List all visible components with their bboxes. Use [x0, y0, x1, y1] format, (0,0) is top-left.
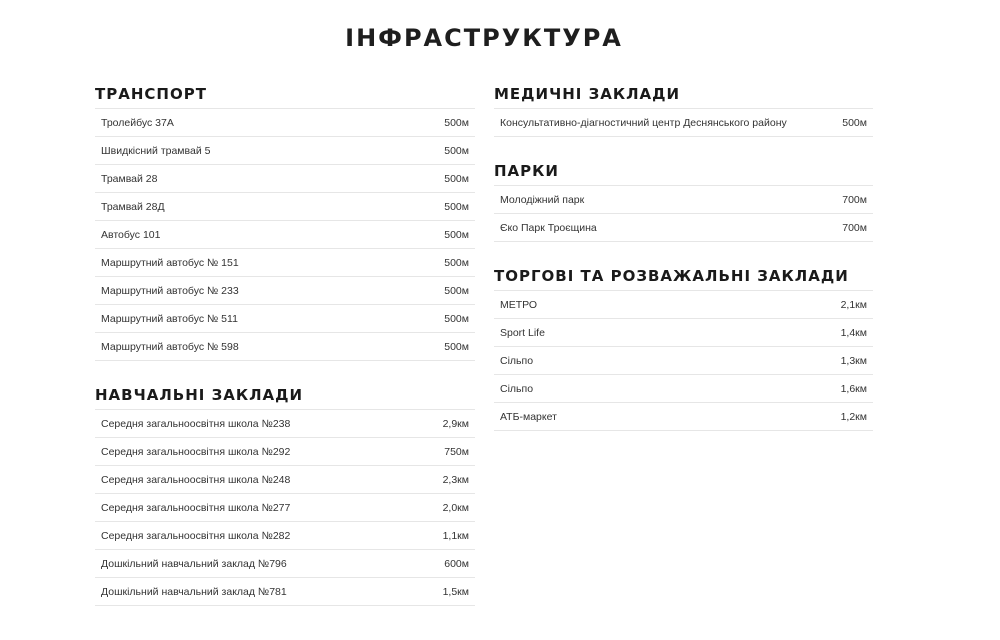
- section-parks: [494, 157, 873, 242]
- section-title-parks: ПАРКИ: [494, 162, 559, 180]
- parks-list: [494, 185, 873, 242]
- item-label: Середня загальноосвітня школа №238: [101, 417, 291, 430]
- shopping-list: [494, 290, 873, 431]
- item-distance: 500м: [444, 312, 469, 325]
- item-distance: 500м: [444, 116, 469, 129]
- item-distance: 500м: [444, 144, 469, 157]
- list-item: [95, 193, 475, 221]
- section-shopping: [494, 262, 873, 431]
- list-item: [95, 550, 475, 578]
- education-list: [95, 409, 475, 606]
- list-item: [95, 137, 475, 165]
- item-label: Середня загальноосвітня школа №282: [101, 529, 291, 542]
- item-distance: 500м: [444, 256, 469, 269]
- item-distance: 1,5км: [442, 585, 469, 598]
- item-distance: 700м: [842, 193, 867, 206]
- item-label: Тролейбус 37А: [101, 116, 174, 129]
- item-distance: 1,6км: [840, 382, 867, 395]
- section-title-medical: МЕДИЧНІ ЗАКЛАДИ: [494, 85, 681, 103]
- item-label: Консультативно-діагностичний центр Деснянського району: [500, 116, 787, 129]
- list-item: [95, 109, 475, 137]
- item-label: Сільпо: [500, 354, 534, 367]
- list-item: [95, 578, 475, 606]
- section-transport: [95, 80, 475, 361]
- item-distance: 500м: [444, 228, 469, 241]
- section-title-education: НАВЧАЛЬНІ ЗАКЛАДИ: [95, 386, 304, 404]
- section-education: [95, 381, 475, 606]
- list-item: [494, 214, 873, 242]
- item-distance: 500м: [444, 284, 469, 297]
- item-label: Трамвай 28Д: [101, 200, 165, 213]
- list-item: [494, 319, 873, 347]
- item-distance: 2,9км: [442, 417, 469, 430]
- item-distance: 750м: [444, 445, 469, 458]
- list-item: [95, 333, 475, 361]
- item-label: Єко Парк Троєщина: [500, 221, 597, 234]
- transport-list: [95, 108, 475, 361]
- list-item: [494, 186, 873, 214]
- item-label: Швидкісний трамвай 5: [101, 144, 211, 157]
- list-item: [494, 291, 873, 319]
- item-label: Середня загальноосвітня школа №277: [101, 501, 291, 514]
- item-label: Сільпо: [500, 382, 534, 395]
- item-distance: 2,0км: [442, 501, 469, 514]
- list-item: [95, 466, 475, 494]
- list-item: [95, 277, 475, 305]
- list-item: [95, 438, 475, 466]
- item-distance: 700м: [842, 221, 867, 234]
- item-distance: 500м: [444, 200, 469, 213]
- right-column: [494, 80, 873, 431]
- list-item: [95, 305, 475, 333]
- item-label: Маршрутний автобус № 233: [101, 284, 239, 297]
- list-item: [95, 522, 475, 550]
- item-label: АТБ-маркет: [500, 410, 557, 423]
- item-distance: 2,3км: [442, 473, 469, 486]
- item-distance: 500м: [444, 340, 469, 353]
- item-label: Sport Life: [500, 326, 545, 339]
- item-label: Маршрутний автобус № 511: [101, 312, 238, 325]
- list-item: [95, 165, 475, 193]
- section-medical: [494, 80, 873, 137]
- item-label: Молодіжний парк: [500, 193, 585, 206]
- section-title-transport: ТРАНСПОРТ: [95, 85, 207, 103]
- item-distance: 1,1км: [442, 529, 469, 542]
- item-label: Дошкільний навчальний заклад №781: [101, 585, 287, 598]
- item-distance: 600м: [444, 557, 469, 570]
- item-label: Трамвай 28: [101, 172, 158, 185]
- list-item: [494, 375, 873, 403]
- page-title: ІНФРАСТРУКТУРА: [345, 24, 623, 53]
- list-item: [95, 249, 475, 277]
- item-distance: 500м: [842, 116, 867, 129]
- list-item: [494, 109, 873, 137]
- item-label: МЕТРО: [500, 298, 538, 311]
- item-label: Маршрутний автобус № 598: [101, 340, 239, 353]
- list-item: [494, 347, 873, 375]
- list-item: [95, 410, 475, 438]
- list-item: [95, 221, 475, 249]
- item-distance: 500м: [444, 172, 469, 185]
- medical-list: [494, 108, 873, 137]
- section-title-shopping: ТОРГОВІ ТА РОЗВАЖАЛЬНІ ЗАКЛАДИ: [494, 267, 849, 285]
- list-item: [95, 494, 475, 522]
- item-label: Автобус 101: [101, 228, 161, 241]
- list-item: [494, 403, 873, 431]
- item-distance: 2,1км: [840, 298, 867, 311]
- item-label: Маршрутний автобус № 151: [101, 256, 239, 269]
- item-label: Середня загальноосвітня школа №248: [101, 473, 291, 486]
- item-distance: 1,4км: [840, 326, 867, 339]
- item-label: Дошкільний навчальний заклад №796: [101, 557, 287, 570]
- item-distance: 1,2км: [840, 410, 867, 423]
- item-distance: 1,3км: [840, 354, 867, 367]
- item-label: Середня загальноосвітня школа №292: [101, 445, 291, 458]
- left-column: [95, 80, 475, 606]
